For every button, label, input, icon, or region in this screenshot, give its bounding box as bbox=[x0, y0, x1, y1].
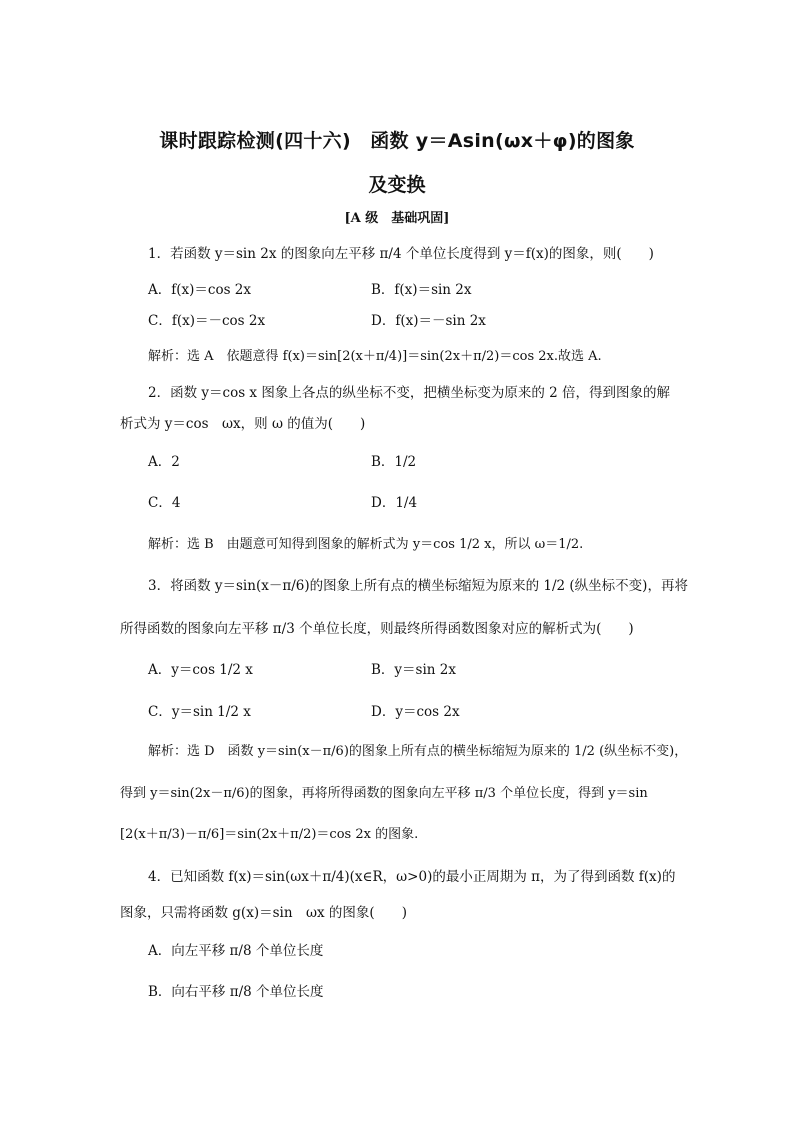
question-2-solution: 解析：选 B 由题意可知得到图象的解析式为 y＝cos 1/2 x，所以 ω＝1/2. bbox=[148, 537, 584, 552]
page-title-continued: 及变换 bbox=[368, 174, 426, 196]
question-3-solution-line2: 得到 y＝sin(2x－π/6)的图象，再将所得函数的图象向左平移 π/3 个单位长度，得到 y＝sin bbox=[120, 786, 648, 801]
question-2-option-a: A．2 bbox=[148, 454, 180, 470]
question-3-option-b: B．y＝sin 2x bbox=[371, 662, 456, 678]
question-2-option-b: B．1/2 bbox=[371, 454, 417, 470]
section-level: [A 级 基础巩固] bbox=[344, 211, 450, 226]
page-title: 课时跟踪检测(四十六) 函数 y＝Asin(ωx＋φ)的图象 bbox=[159, 130, 635, 152]
question-3-solution-line1: 解析：选 D 函数 y＝sin(x－π/6)的图象上所有点的横坐标缩短为原来的 1/2 (纵坐标不变)， bbox=[148, 744, 688, 759]
question-3-option-c: C．y＝sin 1/2 x bbox=[148, 704, 251, 720]
question-1-solution: 解析：选 A 依题意得 f(x)＝sin[2(x＋π/4)]＝sin(2x＋π/2)＝cos 2x.故选 A. bbox=[148, 349, 602, 364]
question-2-stem-line1: 2．函数 y＝cos x 图象上各点的纵坐标不变，把横坐标变为原来的 2 倍，得到图象的解 bbox=[148, 385, 670, 401]
question-2-option-c: C．4 bbox=[148, 495, 181, 511]
question-4-option-b: B．向右平移 π/8 个单位长度 bbox=[148, 984, 324, 1000]
question-1-stem: 1．若函数 y＝sin 2x 的图象向左平移 π/4 个单位长度得到 y＝f(x)的图象，则( ) bbox=[148, 246, 654, 262]
question-3-solution-line3: [2(x＋π/3)－π/6]＝sin(2x＋π/2)＝cos 2x 的图象. bbox=[120, 827, 419, 842]
question-1-option-b: B．f(x)＝sin 2x bbox=[371, 282, 472, 298]
question-1-option-d: D．f(x)＝－sin 2x bbox=[371, 313, 486, 329]
question-4-option-a: A．向左平移 π/8 个单位长度 bbox=[148, 943, 324, 959]
question-2-stem-line2: 析式为 y＝cos ωx，则 ω 的值为( ) bbox=[120, 416, 366, 432]
question-4-stem-line2: 图象，只需将函数 g(x)＝sin ωx 的图象( ) bbox=[120, 905, 407, 921]
question-1-option-c: C．f(x)＝－cos 2x bbox=[148, 313, 266, 329]
question-3-stem-line1: 3．将函数 y＝sin(x－π/6)的图象上所有点的横坐标缩短为原来的 1/2 (纵坐标不变)，再将 bbox=[148, 578, 688, 594]
question-3-stem-line2: 所得函数的图象向左平移 π/3 个单位长度，则最终所得函数图象对应的解析式为( ) bbox=[120, 621, 634, 637]
question-2-option-d: D．1/4 bbox=[371, 495, 418, 511]
question-4-stem-line1: 4．已知函数 f(x)＝sin(ωx＋π/4)(x∈R，ω>0)的最小正周期为 π，为了得到函数 f(x)的 bbox=[148, 869, 676, 885]
question-3-option-a: A．y＝cos 1/2 x bbox=[148, 662, 253, 678]
question-1-option-a: A．f(x)＝cos 2x bbox=[148, 282, 252, 298]
question-3-option-d: D．y＝cos 2x bbox=[371, 704, 460, 720]
